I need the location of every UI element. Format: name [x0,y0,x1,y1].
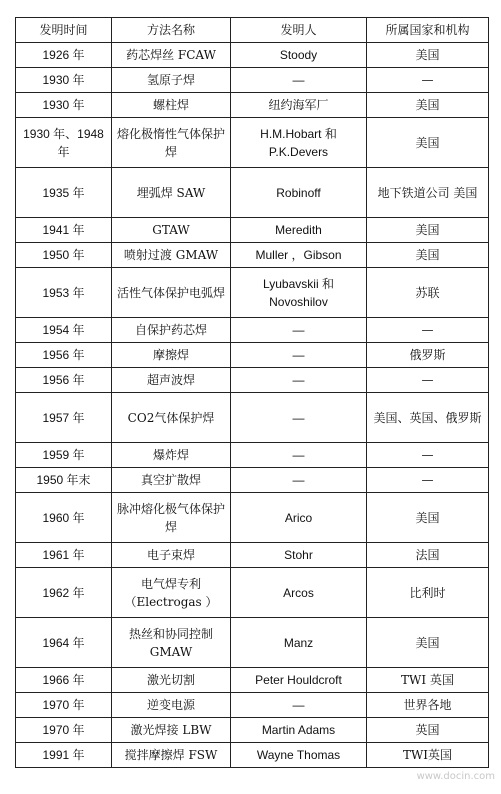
cell-year: 1962 年 [16,568,112,618]
cell-country: — [367,68,489,93]
cell-method: 电气焊专利（Electrogas ） [112,568,231,618]
cell-year: 1966 年 [16,668,112,693]
table-row [16,443,489,468]
cell-country: 英国 [367,718,489,743]
cell-country: — [367,318,489,343]
cell-country: TWI英国 [367,743,489,768]
cell-method: 埋弧焊 SAW [112,168,231,218]
cell-year: 1956 年 [16,368,112,393]
cell-inventor: — [231,343,367,368]
table-row [16,218,489,243]
cell-inventor: H.M.Hobart 和 P.K.Devers [231,118,367,168]
cell-country: 法国 [367,543,489,568]
cell-year: 1930 年 [16,68,112,93]
table-row [16,493,489,543]
cell-inventor: — [231,468,367,493]
cell-method: 熔化极惰性气体保护焊 [112,118,231,168]
cell-method: 氢原子焊 [112,68,231,93]
cell-country: 美国 [367,493,489,543]
cell-country: — [367,443,489,468]
cell-method: 真空扩散焊 [112,468,231,493]
table-row [16,93,489,118]
cell-method: 搅拌摩擦焊 FSW [112,743,231,768]
cell-year: 1970 年 [16,718,112,743]
cell-year: 1930 年、1948 年 [16,118,112,168]
cell-country: 美国 [367,618,489,668]
table-row [16,468,489,493]
cell-country: — [367,368,489,393]
cell-inventor: — [231,368,367,393]
cell-inventor: — [231,693,367,718]
cell-method: 电子束焊 [112,543,231,568]
cell-method: 脉冲熔化极气体保护焊 [112,493,231,543]
cell-country: TWI 英国 [367,668,489,693]
cell-method: 螺柱焊 [112,93,231,118]
table-row [16,368,489,393]
table-row [16,168,489,218]
cell-inventor: — [231,68,367,93]
cell-inventor: Arcos [231,568,367,618]
cell-country: 美国 [367,118,489,168]
cell-inventor: Stohr [231,543,367,568]
header-inventor: 发明人 [231,18,367,43]
watermark: www.docin.com [416,771,495,782]
table-row [16,318,489,343]
cell-year: 1954 年 [16,318,112,343]
cell-year: 1930 年 [16,93,112,118]
cell-method: 激光焊接 LBW [112,718,231,743]
cell-inventor: Muller ，Gibson [231,243,367,268]
cell-year: 1991 年 [16,743,112,768]
cell-inventor: Wayne Thomas [231,743,367,768]
cell-year: 1959 年 [16,443,112,468]
cell-method: CO2气体保护焊 [112,393,231,443]
cell-country: 比利时 [367,568,489,618]
table-row [16,618,489,668]
table-header-row [16,18,489,43]
cell-method: GTAW [112,218,231,243]
table-row [16,68,489,93]
table-row [16,543,489,568]
cell-inventor: Arico [231,493,367,543]
cell-country: 美国、英国、俄罗斯 [367,393,489,443]
cell-inventor: Martin Adams [231,718,367,743]
table-row [16,343,489,368]
cell-year: 1956 年 [16,343,112,368]
cell-year: 1964 年 [16,618,112,668]
table-row [16,43,489,68]
cell-country: 美国 [367,93,489,118]
cell-method: 自保护药芯焊 [112,318,231,343]
cell-year: 1950 年 [16,243,112,268]
cell-year: 1960 年 [16,493,112,543]
cell-method: 摩擦焊 [112,343,231,368]
table-row [16,118,489,168]
cell-method: 热丝和协同控制 GMAW [112,618,231,668]
cell-year: 1953 年 [16,268,112,318]
header-method-name: 方法名称 [112,18,231,43]
cell-country: 世界各地 [367,693,489,718]
cell-country: 苏联 [367,268,489,318]
cell-year: 1950 年末 [16,468,112,493]
cell-inventor: Peter Houldcroft [231,668,367,693]
table-row [16,718,489,743]
cell-method: 激光切割 [112,668,231,693]
cell-year: 1926 年 [16,43,112,68]
cell-method: 超声波焊 [112,368,231,393]
table-row [16,693,489,718]
cell-year: 1941 年 [16,218,112,243]
cell-year: 1961 年 [16,543,112,568]
table-row [16,393,489,443]
cell-inventor: — [231,443,367,468]
cell-method: 活性气体保护电弧焊 [112,268,231,318]
table-body [16,43,489,768]
cell-method: 爆炸焊 [112,443,231,468]
cell-inventor: Manz [231,618,367,668]
table-row [16,268,489,318]
cell-inventor: — [231,318,367,343]
table-row [16,668,489,693]
cell-year: 1957 年 [16,393,112,443]
cell-country: 地下铁道公司 美国 [367,168,489,218]
cell-year: 1935 年 [16,168,112,218]
cell-inventor: Stoody [231,43,367,68]
cell-method: 逆变电源 [112,693,231,718]
table-row [16,243,489,268]
cell-inventor: Robinoff [231,168,367,218]
invention-table [15,17,489,768]
table-row [16,743,489,768]
cell-country: — [367,468,489,493]
cell-inventor: — [231,393,367,443]
cell-country: 美国 [367,218,489,243]
cell-country: 俄罗斯 [367,343,489,368]
cell-country: 美国 [367,243,489,268]
cell-inventor: 纽约海军厂 [231,93,367,118]
header-country-institution: 所属国家和机构 [367,18,489,43]
cell-year: 1970 年 [16,693,112,718]
cell-inventor: Lyubavskii 和 Novoshilov [231,268,367,318]
cell-country: 美国 [367,43,489,68]
cell-inventor: Meredith [231,218,367,243]
table-row [16,568,489,618]
cell-method: 喷射过渡 GMAW [112,243,231,268]
header-invention-time: 发明时间 [16,18,112,43]
cell-method: 药芯焊丝 FCAW [112,43,231,68]
